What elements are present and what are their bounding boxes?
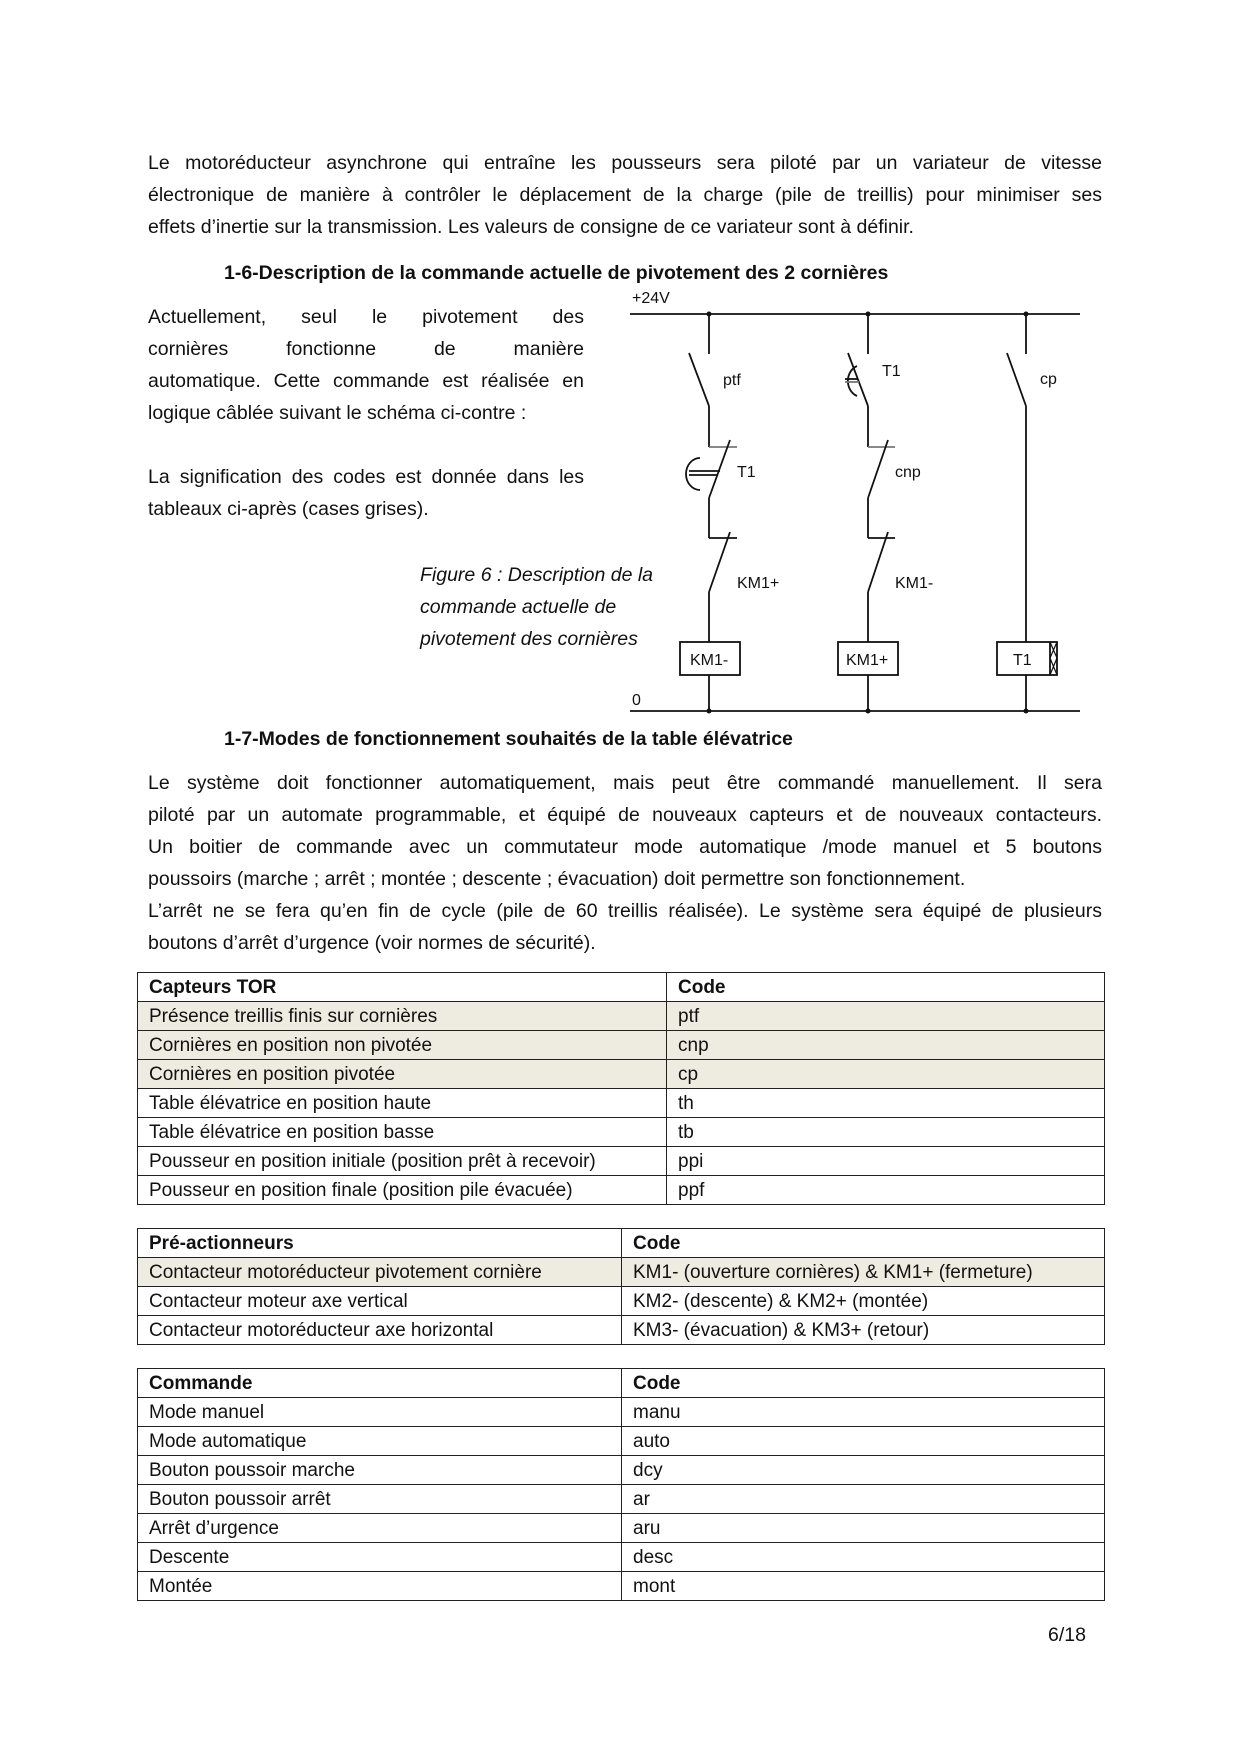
table-row [138,1456,1105,1485]
label-cell: Présence treillis finis sur cornières [138,1002,667,1031]
table-row [138,1147,1105,1176]
header-cell: Pré-actionneurs [138,1229,622,1258]
timer-arc-icon [848,366,857,396]
table-row [138,1002,1105,1031]
timer-arc-icon [686,458,700,490]
code-cell: ppf [667,1176,1105,1205]
label-cell: Contacteur motoréducteur axe horizontal [138,1316,622,1345]
contact-label: T1 [737,464,756,481]
code-cell: ar [622,1485,1105,1514]
body-line: automatique. Cette commande est réalisée en [148,370,584,392]
label-cell: Cornières en position pivotée [138,1060,667,1089]
code-cell: ptf [667,1002,1105,1031]
contact-label: cp [1040,371,1057,388]
section-1-7-body [148,767,1102,959]
code-cell: ppi [667,1147,1105,1176]
label-cell: Table élévatrice en position basse [138,1118,667,1147]
preactionneurs-table [137,1228,1105,1345]
ground-label: 0 [632,692,641,709]
body-line: Actuellement, seul le pivotement des [148,306,584,328]
page-number: 6/18 [1048,1624,1086,1646]
contact-label: ptf [723,372,741,389]
label-cell: Contacteur motoréducteur pivotement cornière [138,1258,622,1287]
caption-line: pivotement des cornières [420,628,638,650]
body-line: L’arrêt ne se fera qu’en fin de cycle (pile de 60 treillis réalisée). Le système sera équipé de plusieurs [148,900,1102,922]
label-cell: Mode manuel [138,1398,622,1427]
code-cell: cp [667,1060,1105,1089]
label-cell: Table élévatrice en position haute [138,1089,667,1118]
body-line: tableaux ci-après (cases grises). [148,498,429,520]
label-cell: Bouton poussoir marche [138,1456,622,1485]
contact-label: KM1- [895,575,934,592]
table-row [138,1258,1105,1287]
body-line: cornières fonctionne de manière [148,338,584,360]
contact-cp-icon [1007,353,1026,406]
label-cell: Descente [138,1543,622,1572]
code-cell: KM3- (évacuation) & KM3+ (retour) [622,1316,1105,1345]
capteurs-table [137,972,1105,1205]
table-row [138,1118,1105,1147]
header-cell: Commande [138,1369,622,1398]
contact-label: cnp [895,464,921,481]
code-cell: tb [667,1118,1105,1147]
coil-label: T1 [1013,652,1032,669]
label-cell: Bouton poussoir arrêt [138,1485,622,1514]
table-row [138,1543,1105,1572]
contact-t1-nc-icon [709,440,730,498]
code-cell: desc [622,1543,1105,1572]
contact-km1plus-nc-icon [709,532,730,592]
code-cell: mont [622,1572,1105,1601]
label-cell: Mode automatique [138,1427,622,1456]
caption-line: commande actuelle de [420,596,617,618]
body-line: poussoirs (marche ; arrêt ; montée ; descente ; évacuation) doit permettre son fonctionnement. [148,868,966,890]
supply-label: +24V [632,290,670,307]
commande-table [137,1368,1105,1601]
table-row [138,1485,1105,1514]
label-cell: Pousseur en position initiale (position prêt à recevoir) [138,1147,667,1176]
body-line: piloté par un automate programmable, et équipé de nouveaux capteurs et de nouveaux contacteurs. [148,804,1102,826]
label-cell: Contacteur moteur axe vertical [138,1287,622,1316]
wiring-schematic [0,0,1240,760]
code-cell: KM1- (ouverture cornières) & KM1+ (fermeture) [622,1258,1105,1287]
caption-line: Figure 6 : Description de la [420,564,654,586]
header-cell: Code [622,1229,1105,1258]
code-cell: cnp [667,1031,1105,1060]
header-cell: Code [667,973,1105,1002]
table-row [138,1572,1105,1601]
code-cell: auto [622,1427,1105,1456]
header-cell: Code [622,1369,1105,1398]
table-row [138,1060,1105,1089]
label-cell: Cornières en position non pivotée [138,1031,667,1060]
contact-ptf-icon [689,353,709,406]
contact-km1minus-nc-icon [868,532,888,592]
table-row [138,1514,1105,1543]
contact-label: KM1+ [737,575,780,592]
table-header-row [138,973,1105,1002]
label-cell: Pousseur en position finale (position pile évacuée) [138,1176,667,1205]
table-row [138,1427,1105,1456]
code-cell: KM2- (descente) & KM2+ (montée) [622,1287,1105,1316]
timer-delay-mark-icon [1050,642,1057,675]
body-line: logique câblée suivant le schéma ci-contre : [148,402,527,424]
table-row [138,1176,1105,1205]
label-cell: Montée [138,1572,622,1601]
table-row [138,1089,1105,1118]
code-cell: th [667,1089,1105,1118]
table-row [138,1316,1105,1345]
contact-label: T1 [882,363,901,380]
code-cell: dcy [622,1456,1105,1485]
intro-line: électronique de manière à contrôler le déplacement de la charge (pile de treillis) pour minimiser ses [148,184,1102,206]
table-row [138,1031,1105,1060]
intro-line: effets d’inertie sur la transmission. Les valeurs de consigne de ce variateur sont à définir. [148,216,914,238]
table-row [138,1287,1105,1316]
header-cell: Capteurs TOR [138,973,667,1002]
table-row [138,1398,1105,1427]
body-line: La signification des codes est donnée dans les [148,466,584,488]
label-cell: Arrêt d’urgence [138,1514,622,1543]
code-cell: aru [622,1514,1105,1543]
section-1-7-heading: 1-7-Modes de fonctionnement souhaités de la table élévatrice [224,728,793,750]
table-header-row [138,1229,1105,1258]
body-line: Le système doit fonctionner automatiquement, mais peut être commandé manuellement. Il sera [148,772,1102,794]
coil-label: KM1- [690,652,729,669]
body-line: boutons d’arrêt d’urgence (voir normes de sécurité). [148,932,596,954]
table-header-row [138,1369,1105,1398]
contact-cnp-nc-icon [868,440,888,498]
code-cell: manu [622,1398,1105,1427]
intro-line: Le motoréducteur asynchrone qui entraîne les pousseurs sera piloté par un variateur de vitesse [148,152,1102,174]
body-line: Un boitier de commande avec un commutateur mode automatique /mode manuel et 5 boutons [148,836,1102,858]
coil-label: KM1+ [846,652,889,669]
section-1-6-heading: 1-6-Description de la commande actuelle de pivotement des 2 cornières [224,262,889,284]
